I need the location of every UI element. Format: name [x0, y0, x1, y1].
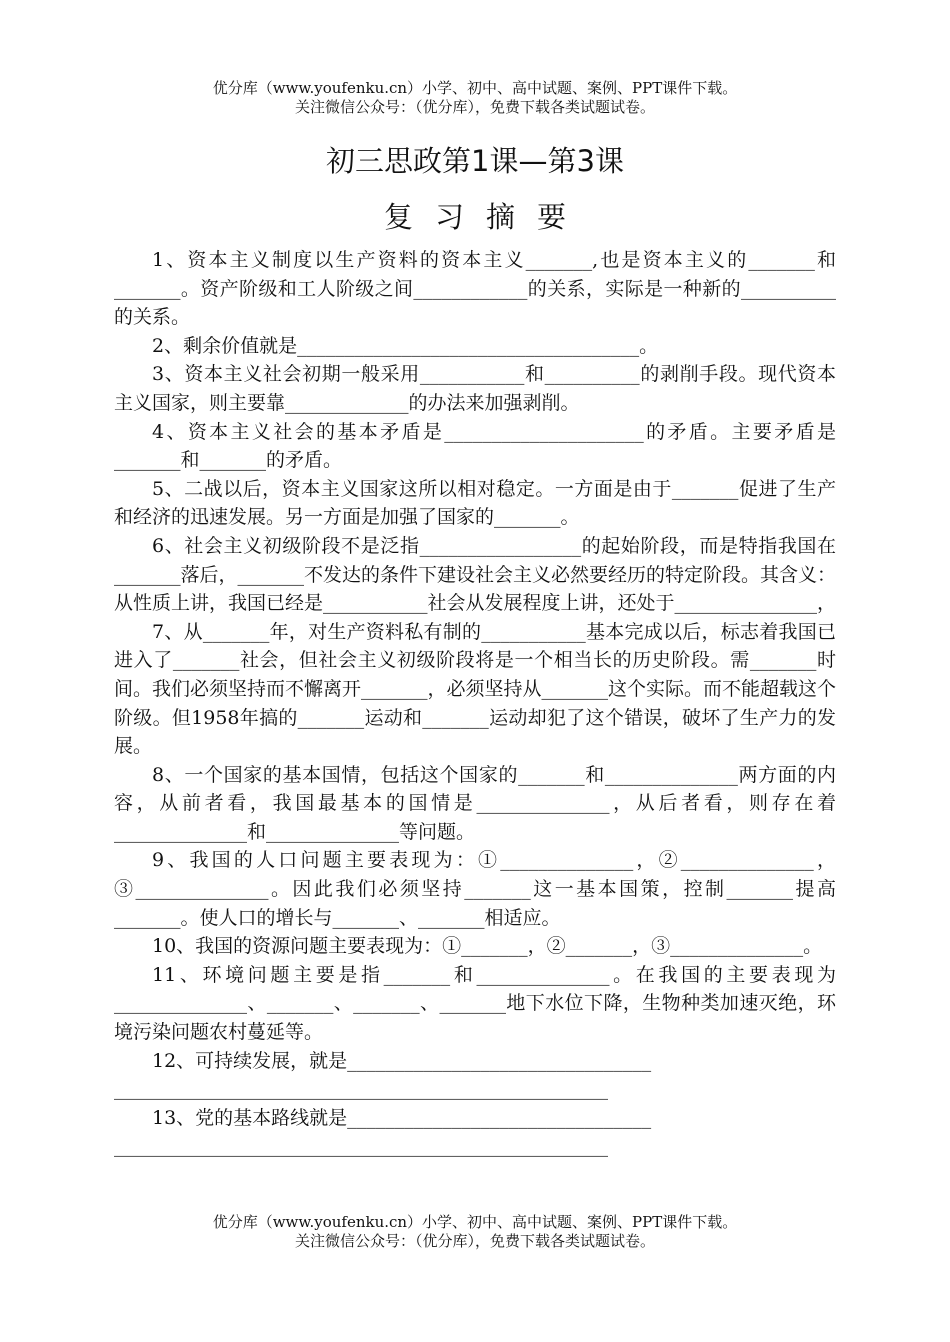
question-4: 4、资本主义社会的基本矛盾是_____________________的矛盾。主要矛盾是_______和_______的矛盾。	[114, 420, 836, 472]
question-12: 12、可持续发展，就是________________________________	[152, 1049, 652, 1072]
page-title: 初三思政第1课—第3课	[326, 144, 624, 178]
question-13-answer-line: ____________________________________________________	[114, 1135, 608, 1158]
review-content	[114, 246, 836, 1161]
page-subtitle: 复习摘要	[383, 200, 588, 234]
question-11: 11、环境问题主要是指_______和______________。在我国的主要表现为______________、_______、_______、_______地下水位下降，生物种类加速灭绝，环境污染问题农村蔓延等。	[114, 963, 836, 1044]
question-9: 9、我国的人口问题主要表现为：①______________，②______________，③______________。因此我们必须坚持_______这一基本国策，控制_______提高_______。使人口的增长与_______、_______相适应。	[114, 849, 836, 929]
page-footer	[0, 1213, 950, 1251]
question-6: 6、社会主义初级阶段不是泛指_________________的起始阶段，而是特指我国在_______落后，_______不发达的条件下建设社会主义必然要经历的特定阶段。其含义：从性质上讲，我国已经是___________社会从发展程度上讲，还处于_______________，	[114, 534, 837, 615]
question-13: 13、党的基本路线就是________________________________	[152, 1106, 652, 1129]
question-12-answer-line: ____________________________________________________	[114, 1078, 608, 1101]
header-line-1: 优分库（www.youfenku.cn）小学、初中、高中试题、案例、PPT课件下载。	[212, 79, 738, 97]
footer-line-1: 优分库（www.youfenku.cn）小学、初中、高中试题、案例、PPT课件下载。	[212, 1213, 738, 1231]
question-10: 10、我国的资源问题主要表现为：①_______，②_______，③______________。	[152, 935, 823, 958]
footer-line-2: 关注微信公众号：（优分库），免费下载各类试题试卷。	[294, 1232, 655, 1250]
question-2: 2、剩余价值就是____________________________________。	[152, 334, 659, 357]
question-5: 5、二战以后，资本主义国家这所以相对稳定。一方面是由于_______促进了生产和经济的迅速发展。另一方面是加强了国家的_______。	[114, 477, 836, 529]
page-header	[0, 79, 950, 117]
header-line-2: 关注微信公众号：（优分库），免费下载各类试题试卷。	[294, 98, 655, 116]
question-3: 3、资本主义社会初期一般采用___________和__________的剥削手段。现代资本主义国家，则主要靠_____________的办法来加强剥削。	[114, 363, 836, 414]
question-7: 7、从_______年，对生产资料私有制的___________基本完成以后，标志着我国已进入了_______社会，但社会主义初级阶段将是一个相当长的历史阶段。需_______时间。我们必须坚持而不懈离开_______，必须坚持从_______这个实际。而不能超载这个阶级。但1958年搞的_______运动和_______运动却犯了这个错误，破坏了生产力的发展。	[114, 620, 837, 758]
question-8: 8、一个国家的基本国情，包括这个国家的_______和______________两方面的内容，从前者看，我国最基本的国情是______________，从后者看，则存在着______________和______________等问题。	[114, 763, 836, 843]
question-1: 1、资本主义制度以生产资料的资本主义_______,也是资本主义的_______和_______。资产阶级和工人阶级之间____________的关系，实际是一种新的__________的关系。	[114, 249, 836, 329]
